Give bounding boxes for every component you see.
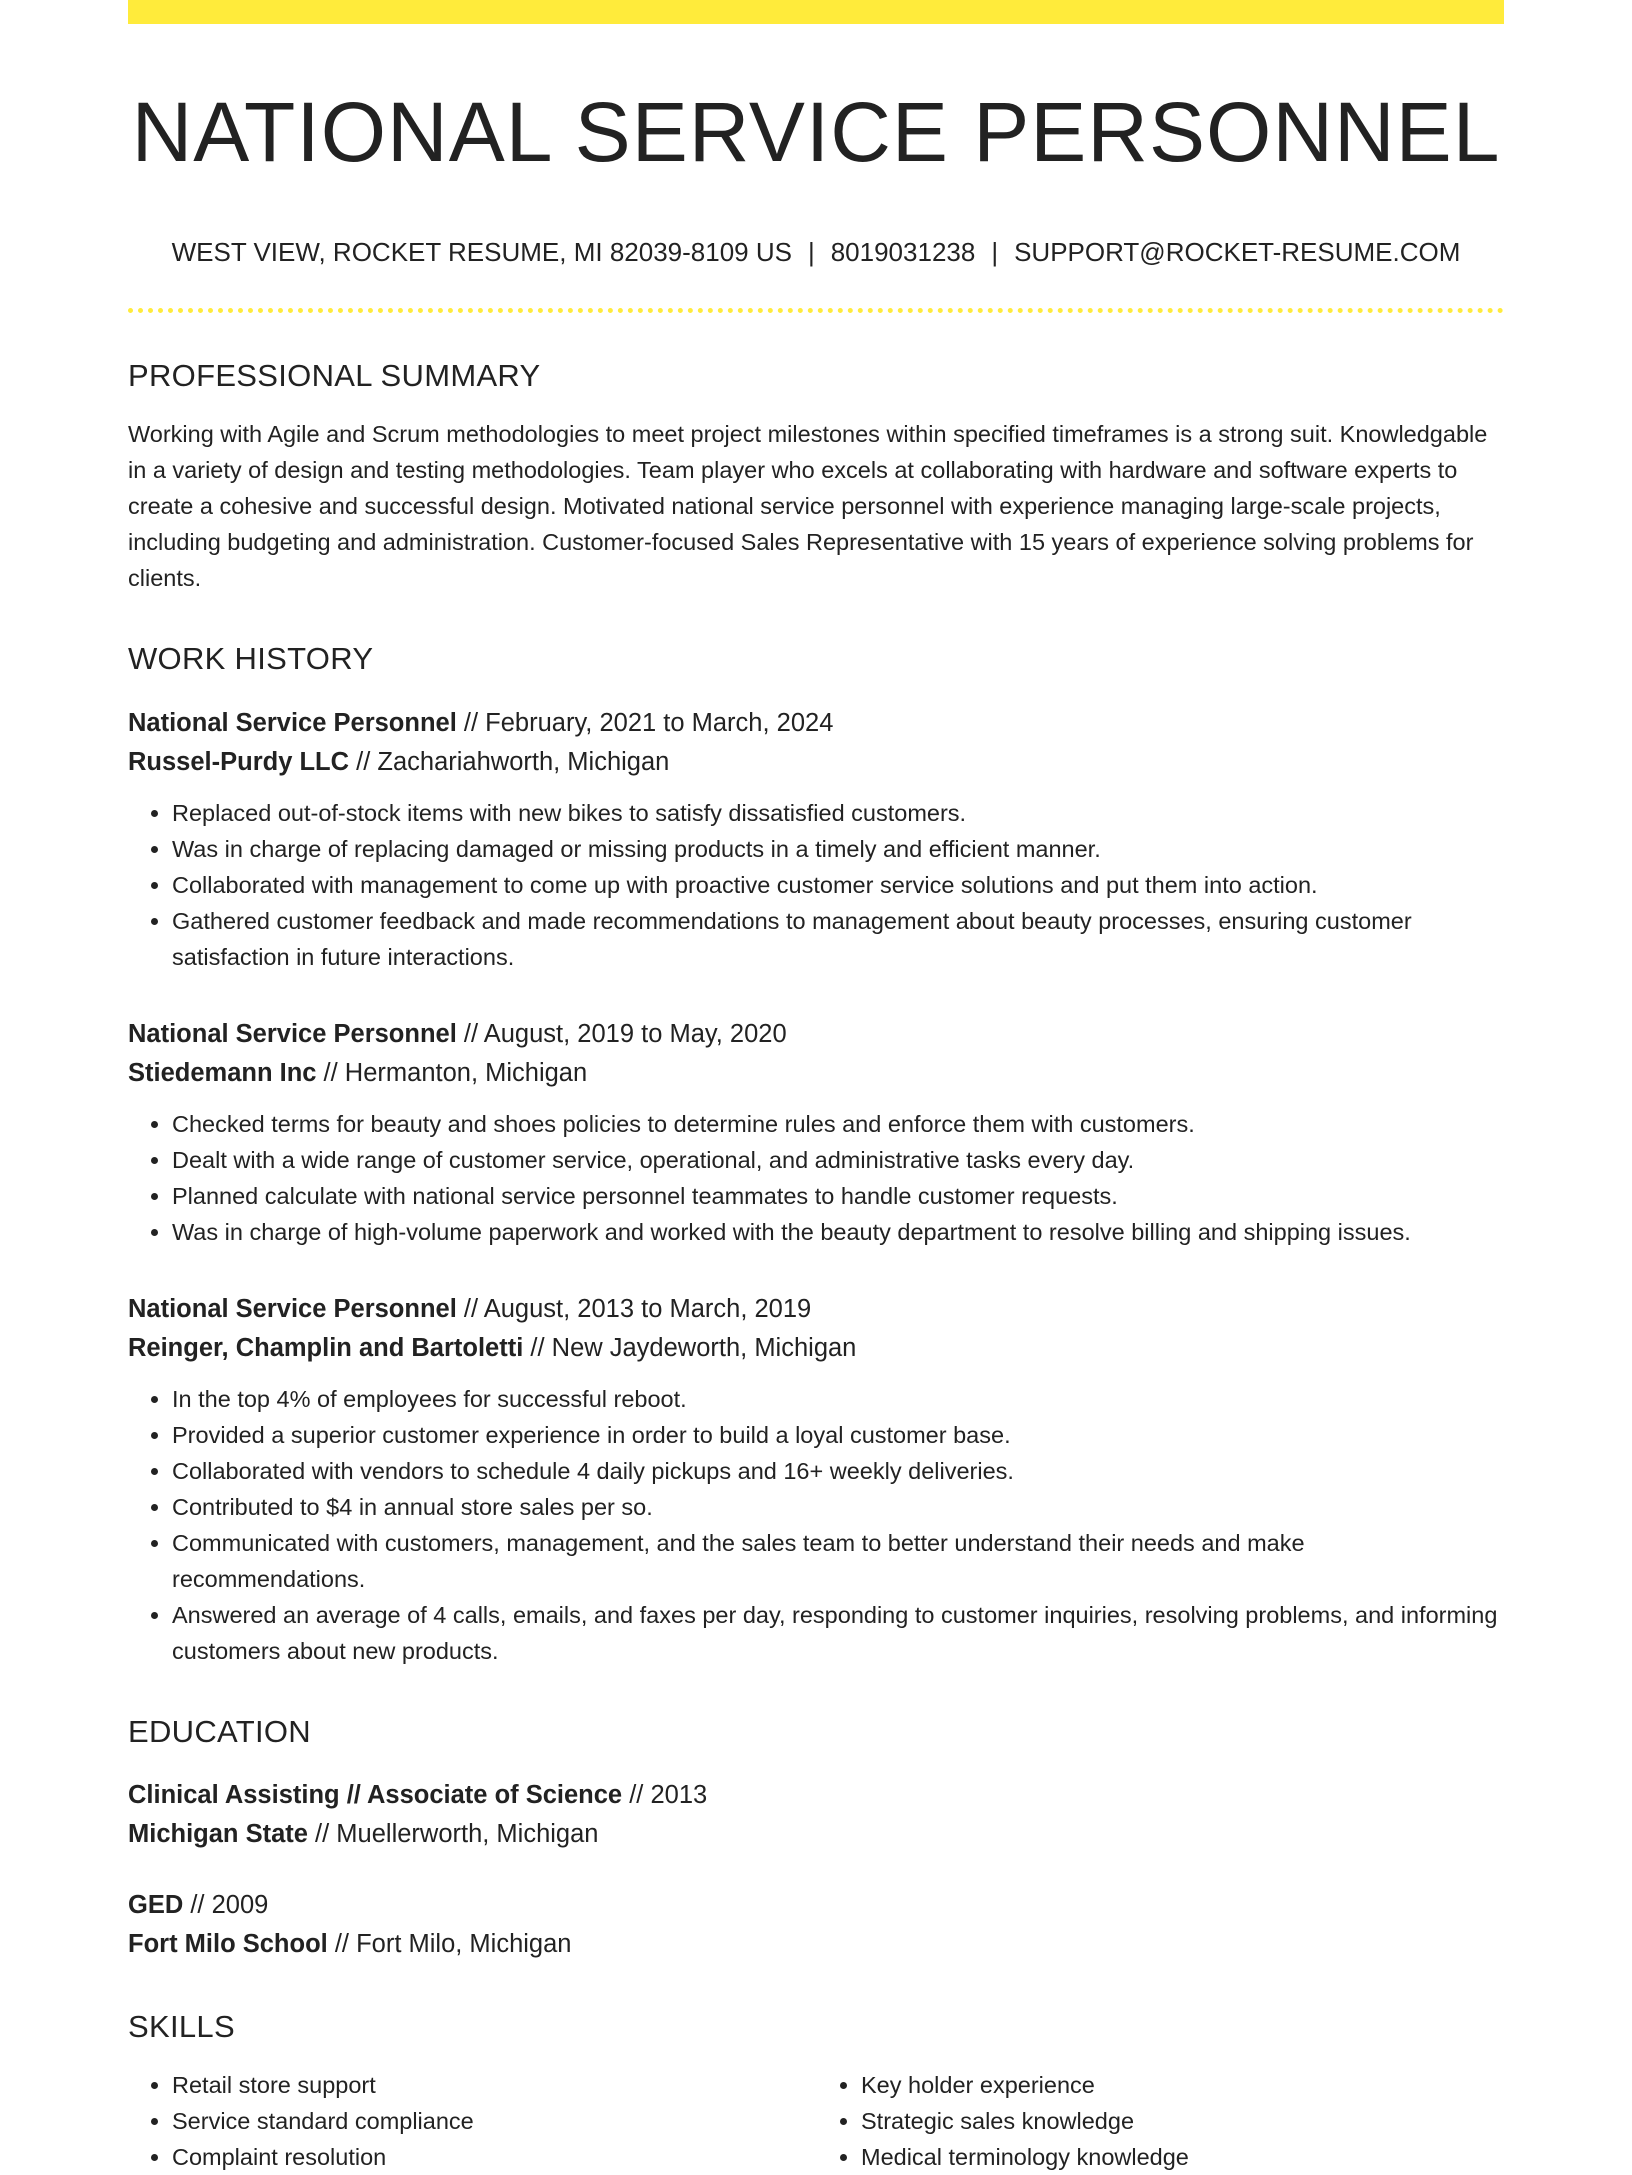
job-company: Stiedemann Inc — [128, 1058, 317, 1087]
list-item: • Gathered customer feedback and made recommendations to management about beauty processes, ensuring customer satisfaction in future interactions. — [172, 903, 1504, 975]
skill-item: • Service standard compliance — [172, 2103, 815, 2139]
list-item: • Was in charge of high-volume paperwork and worked with the beauty department to resolve billing and shipping issues. — [172, 1214, 1504, 1250]
skill-item: • Key holder experience — [861, 2067, 1504, 2103]
education-heading: EDUCATION — [128, 1713, 311, 1749]
job-title: National Service Personnel — [128, 1294, 457, 1323]
education-year: // 2013 — [622, 1780, 708, 1809]
list-item: • Communicated with customers, management, and the sales team to better understand their needs and make recommendations. — [172, 1525, 1504, 1597]
job-location: // Zachariahworth, Michigan — [349, 747, 670, 776]
list-item: • Replaced out-of-stock items with new bikes to satisfy dissatisfied customers. — [172, 795, 1504, 831]
education-degree-line — [128, 1776, 1504, 1815]
list-item: • In the top 4% of employees for successful reboot. — [172, 1381, 1504, 1417]
list-item: • Planned calculate with national service personnel teammates to handle customer requests. — [172, 1178, 1504, 1214]
skills-list-right — [815, 2067, 1504, 2175]
list-item: • Provided a superior customer experience in order to build a loyal customer base. — [172, 1417, 1504, 1453]
job-bullets — [128, 1381, 1504, 1669]
skill-item: • Strategic sales knowledge — [861, 2103, 1504, 2139]
list-item: • Contributed to $4 in annual store sales per so. — [172, 1489, 1504, 1525]
job-title-line — [128, 1290, 1504, 1329]
job-entry — [128, 704, 1504, 975]
summary-heading: PROFESSIONAL SUMMARY — [128, 358, 541, 394]
list-item: • Collaborated with vendors to schedule 4 daily pickups and 16+ weekly deliveries. — [172, 1453, 1504, 1489]
job-title-line — [128, 704, 1504, 743]
skill-item: • Medical terminology knowledge — [861, 2139, 1504, 2175]
job-entry — [128, 1015, 1504, 1250]
job-location: // New Jaydeworth, Michigan — [523, 1333, 857, 1362]
candidate-name: NATIONAL SERVICE PERSONNEL — [131, 85, 1501, 179]
education-school: Michigan State — [128, 1819, 308, 1848]
skills-heading: SKILLS — [128, 2008, 235, 2044]
job-entry — [128, 1290, 1504, 1669]
job-bullets — [128, 795, 1504, 975]
job-title: National Service Personnel — [128, 708, 457, 737]
education-school: Fort Milo School — [128, 1929, 328, 1958]
contact-phone: 8019031238 — [830, 237, 976, 268]
job-dates: // August, 2013 to March, 2019 — [456, 1294, 812, 1323]
job-company-line — [128, 1329, 1504, 1368]
job-location: // Hermanton, Michigan — [316, 1058, 588, 1087]
dotted-divider — [128, 308, 1504, 313]
job-company-line — [128, 1054, 1504, 1093]
job-company: Russel-Purdy LLC — [128, 747, 350, 776]
education-year: // 2009 — [183, 1890, 269, 1919]
contact-address: WEST VIEW, ROCKET RESUME, MI 82039-8109 US — [171, 237, 792, 268]
education-location: // Muellerworth, Michigan — [307, 1819, 599, 1848]
list-item: • Dealt with a wide range of customer service, operational, and administrative tasks every day. — [172, 1142, 1504, 1178]
job-company: Reinger, Champlin and Bartoletti — [128, 1333, 524, 1362]
work-history-heading: WORK HISTORY — [128, 641, 374, 677]
job-title: National Service Personnel — [128, 1019, 457, 1048]
contact-separator: | — [991, 237, 999, 268]
job-title-line — [128, 1015, 1504, 1054]
job-bullets — [128, 1106, 1504, 1250]
contact-separator: | — [807, 237, 815, 268]
education-entry — [128, 1886, 1504, 1964]
list-item: • Was in charge of replacing damaged or missing products in a timely and efficient manner. — [172, 831, 1504, 867]
summary-text: Working with Agile and Scrum methodologies to meet project milestones within specified timeframes is a strong suit. Knowledgable in a variety of design and testing methodologies. Team player who excels at collaborating with hardware and software experts to create a cohesive and successful design. Motivated national service personnel with experience managing large-scale projects, including budgeting and administration. Customer-focused Sales Representative with 15 years of experience solving problems for clients. — [128, 421, 1488, 592]
contact-line — [128, 236, 1504, 270]
skill-item: • Complaint resolution — [172, 2139, 815, 2175]
accent-bar — [128, 0, 1504, 24]
resume-page — [128, 0, 1504, 2175]
list-item: • Checked terms for beauty and shoes policies to determine rules and enforce them with customers. — [172, 1106, 1504, 1142]
list-item: • Collaborated with management to come up with proactive customer service solutions and put them into action. — [172, 867, 1504, 903]
job-company-line — [128, 743, 1504, 782]
skills-list-left — [128, 2067, 815, 2175]
contact-email: SUPPORT@ROCKET-RESUME.COM — [1014, 237, 1461, 268]
education-degree: Clinical Assisting // Associate of Science — [128, 1780, 623, 1809]
education-degree-line — [128, 1886, 1504, 1925]
skill-item: • Retail store support — [172, 2067, 815, 2103]
education-location: // Fort Milo, Michigan — [327, 1929, 572, 1958]
education-school-line — [128, 1815, 1504, 1854]
skills-columns — [128, 2067, 1504, 2175]
education-school-line — [128, 1925, 1504, 1964]
education-degree: GED — [128, 1890, 184, 1919]
job-dates: // February, 2021 to March, 2024 — [456, 708, 834, 737]
job-dates: // August, 2019 to May, 2020 — [456, 1019, 787, 1048]
list-item: • Answered an average of 4 calls, emails, and faxes per day, responding to customer inquiries, resolving problems, and informing customers about new products. — [172, 1597, 1504, 1669]
education-entry — [128, 1776, 1504, 1854]
